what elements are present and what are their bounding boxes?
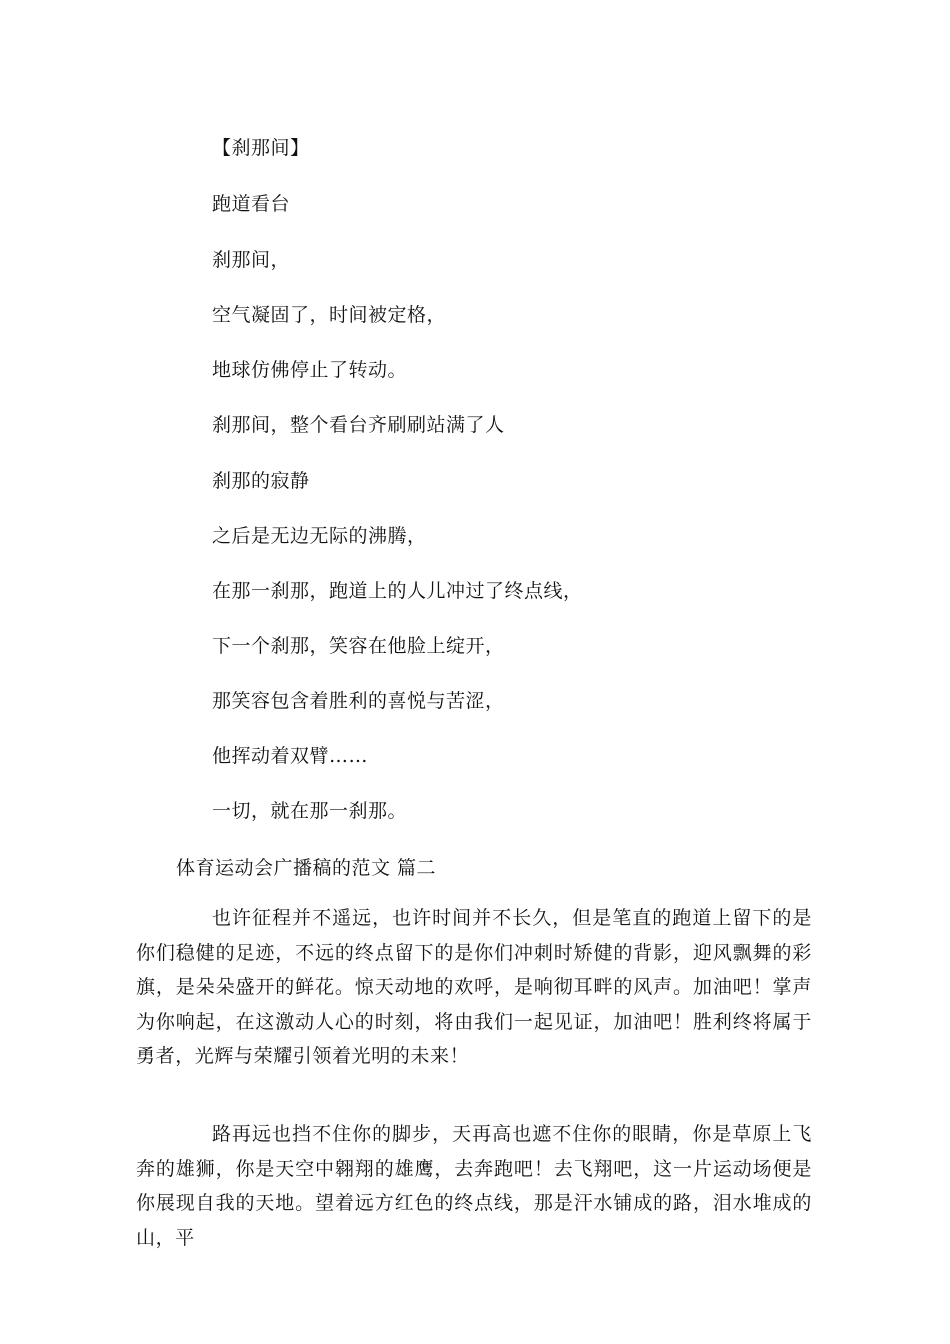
section-heading: 体育运动会广播稿的范文 篇二 <box>176 857 437 879</box>
body-paragraph: 路再远也挡不住你的脚步，天再高也遮不住你的眼睛，你是草原上飞奔的雄狮，你是天空中翱翔的雄鹰，去奔跑吧！去飞翔吧，这一片运动场便是你展现自我的天地。望着远方红色的终点线，那是汗水铺成的路，泪水堆成的山，平 <box>136 1123 812 1249</box>
poem-line: 之后是无边无际的沸腾， <box>212 525 427 547</box>
body-paragraph: 也许征程并不遥远，也许时间并不长久，但是笔直的跑道上留下的是你们稳健的足迹，不远的终点留下的是你们冲刺时矫健的背影，迎风飘舞的彩旗，是朵朵盛开的鲜花。惊天动地的欢呼，是响彻耳畔的风声。加油吧！掌声为你响起，在这激动人心的时刻，将由我们一起见证，加油吧！胜利终将属于勇者，光辉与荣耀引领着光明的未来！ <box>136 907 812 1067</box>
poem-line: 下一个刹那，笑容在他脸上绽开， <box>212 635 505 657</box>
poem-line: 地球仿佛停止了转动。 <box>212 359 408 381</box>
poem-line: 刹那间， <box>212 249 291 271</box>
poem-line: 他挥动着双臂…… <box>212 745 369 767</box>
poem-line: 一切，就在那一刹那。 <box>212 800 408 822</box>
poem-line: 刹那的寂静 <box>212 470 310 492</box>
poem-line: 空气凝固了，时间被定格， <box>212 304 447 326</box>
poem-title: 【刹那间】 <box>212 137 310 159</box>
poem-line: 那笑容包含着胜利的喜悦与苦涩， <box>212 690 505 712</box>
poem-line: 刹那间，整个看台齐刷刷站满了人 <box>212 414 505 436</box>
poem-line: 在那一刹那，跑道上的人儿冲过了终点线， <box>212 580 583 602</box>
poem-line: 跑道看台 <box>212 193 291 215</box>
